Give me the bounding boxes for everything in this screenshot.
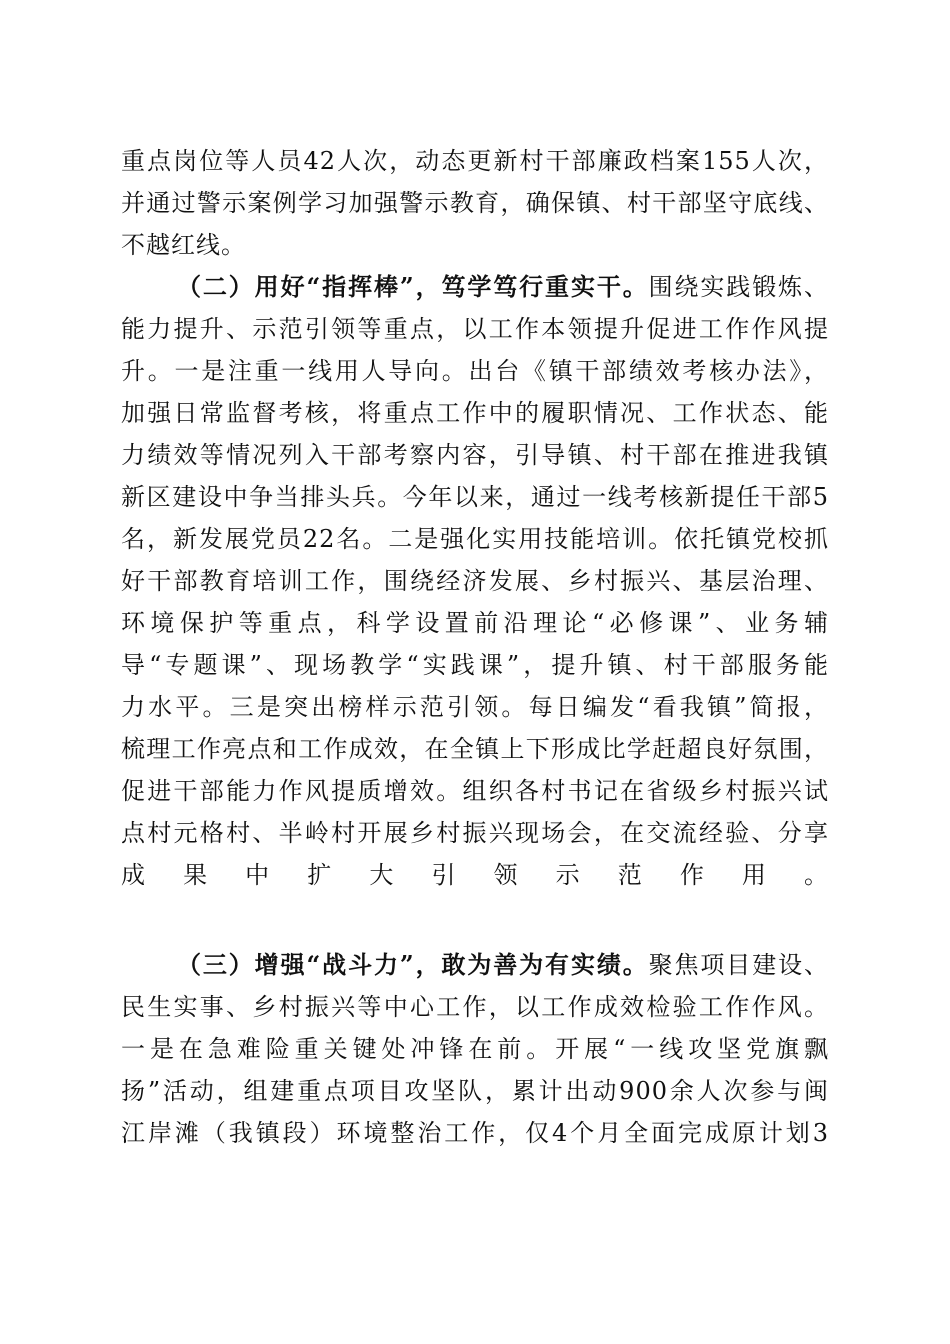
paragraph-line: 梳理工作亮点和工作成效，在全镇上下形成比学赶超良好氛围，	[121, 735, 829, 763]
paragraph-line: 力水平。三是突出榜样示范引领。每日编发“看我镇”简报，	[121, 693, 829, 721]
section-heading: （三）增强“战斗力”，敢为善为有实绩。	[177, 950, 649, 979]
paragraph-line: 一是在急难险重关键处冲锋在前。开展“一线攻坚党旗飘	[121, 1035, 829, 1063]
paragraph-line: 力绩效等情况列入干部考察内容，引导镇、村干部在推进我镇	[121, 441, 829, 469]
paragraph-line	[121, 897, 829, 937]
paragraph-line: 名，新发展党员22名。二是强化实用技能培训。依托镇党校抓	[121, 525, 829, 553]
paragraph-line: 新区建设中争当排头兵。今年以来，通过一线考核新提任干部5	[121, 483, 829, 511]
paragraph-line: 导“专题课”、现场教学“实践课”，提升镇、村干部服务能	[121, 651, 829, 679]
section-heading-line	[177, 267, 829, 307]
paragraph-line: 促进干部能力作风提质增效。组织各村书记在省级乡村振兴试	[121, 777, 829, 805]
paragraph-line: 点村元格村、半岭村开展乡村振兴现场会，在交流经验、分享	[121, 819, 829, 847]
paragraph-line: 民生实事、乡村振兴等中心工作，以工作成效检验工作作风。	[121, 993, 829, 1021]
paragraph-line: 好干部教育培训工作，围绕经济发展、乡村振兴、基层治理、	[121, 567, 829, 595]
section-heading-line	[177, 945, 829, 985]
section-heading: （二）用好“指挥棒”，笃学笃行重实干。	[177, 272, 649, 301]
paragraph-line: 加强日常监督考核，将重点工作中的履职情况、工作状态、能	[121, 399, 829, 427]
paragraph-line: 重点岗位等人员42人次，动态更新村干部廉政档案155人次，	[121, 147, 829, 175]
paragraph-line: 江岸滩（我镇段）环境整治工作，仅4个月全面完成原计划3	[121, 1119, 829, 1147]
paragraph-line: 能力提升、示范引领等重点，以工作本领提升促进工作作风提	[121, 315, 829, 343]
paragraph-text: 聚焦项目建设、	[648, 951, 829, 979]
paragraph-line: 不越红线。	[121, 231, 246, 259]
paragraph-line: 环境保护等重点，科学设置前沿理论“必修课”、业务辅	[121, 609, 829, 637]
paragraph-line: 成果中扩大引领示范作用。	[121, 861, 829, 889]
paragraph-line: 升。一是注重一线用人导向。出台《镇干部绩效考核办法》，	[121, 357, 829, 385]
paragraph-line: 并通过警示案例学习加强警示教育，确保镇、村干部坚守底线、	[121, 189, 829, 217]
paragraph-line: 扬”活动，组建重点项目攻坚队，累计出动900余人次参与闽	[121, 1077, 829, 1105]
paragraph-text: 围绕实践锻炼、	[648, 273, 829, 301]
